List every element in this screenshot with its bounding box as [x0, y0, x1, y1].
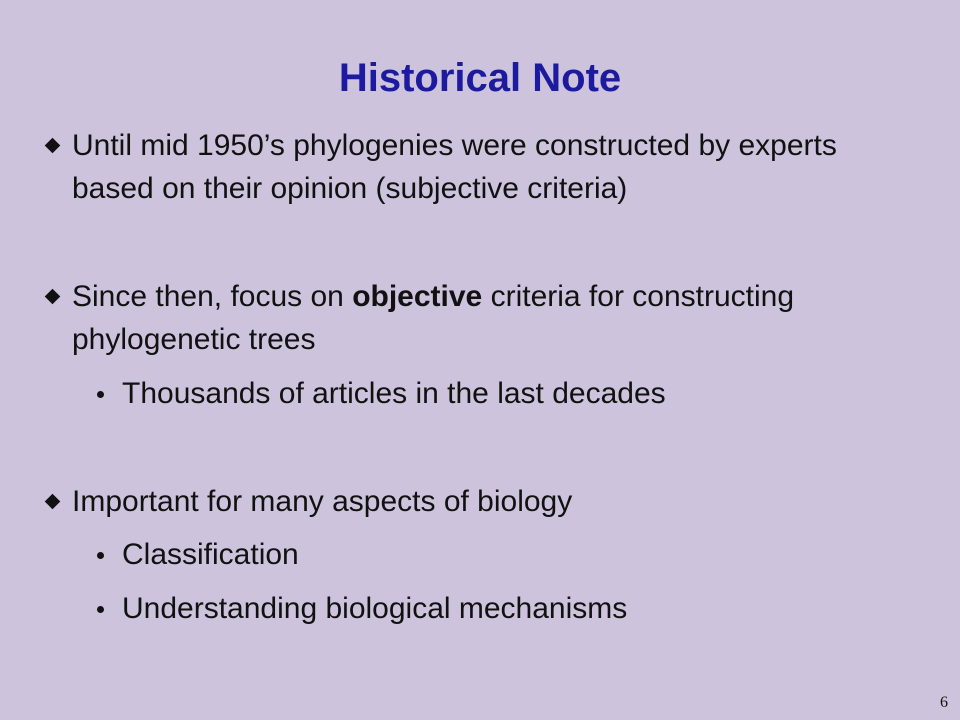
bullet-item: [72, 275, 902, 361]
bullet-text: Until mid 1950’s phylogenies were constructed by experts based on their opinion (subjective criteria): [72, 129, 837, 205]
bullet-text-emphasis: objective: [352, 280, 483, 313]
bullet-item: [72, 124, 902, 210]
bullet-text-post: criteria for constructing phylogenetic trees: [72, 280, 795, 356]
dot-bullet-icon: [97, 606, 104, 613]
bullet-text-pre: Since then, focus on: [72, 280, 353, 313]
bullet-item: [72, 480, 902, 523]
sub-bullet-item: [122, 533, 902, 576]
sub-bullet-item: [122, 587, 902, 630]
sub-bullet-item: [122, 372, 902, 415]
sub-bullet-text: Classification: [122, 538, 299, 571]
sub-bullet-text: Thousands of articles in the last decades: [122, 377, 666, 410]
diamond-bullet-icon: [45, 138, 61, 154]
bullet-text: Important for many aspects of biology: [72, 485, 573, 518]
diamond-bullet-icon: [45, 289, 61, 305]
dot-bullet-icon: [97, 391, 104, 398]
slide-title: Historical Note: [338, 56, 622, 100]
sub-bullet-text: Understanding biological mechanisms: [122, 592, 628, 625]
dot-bullet-icon: [97, 552, 104, 559]
page-number: 6: [940, 694, 948, 711]
diamond-bullet-icon: [45, 494, 61, 510]
